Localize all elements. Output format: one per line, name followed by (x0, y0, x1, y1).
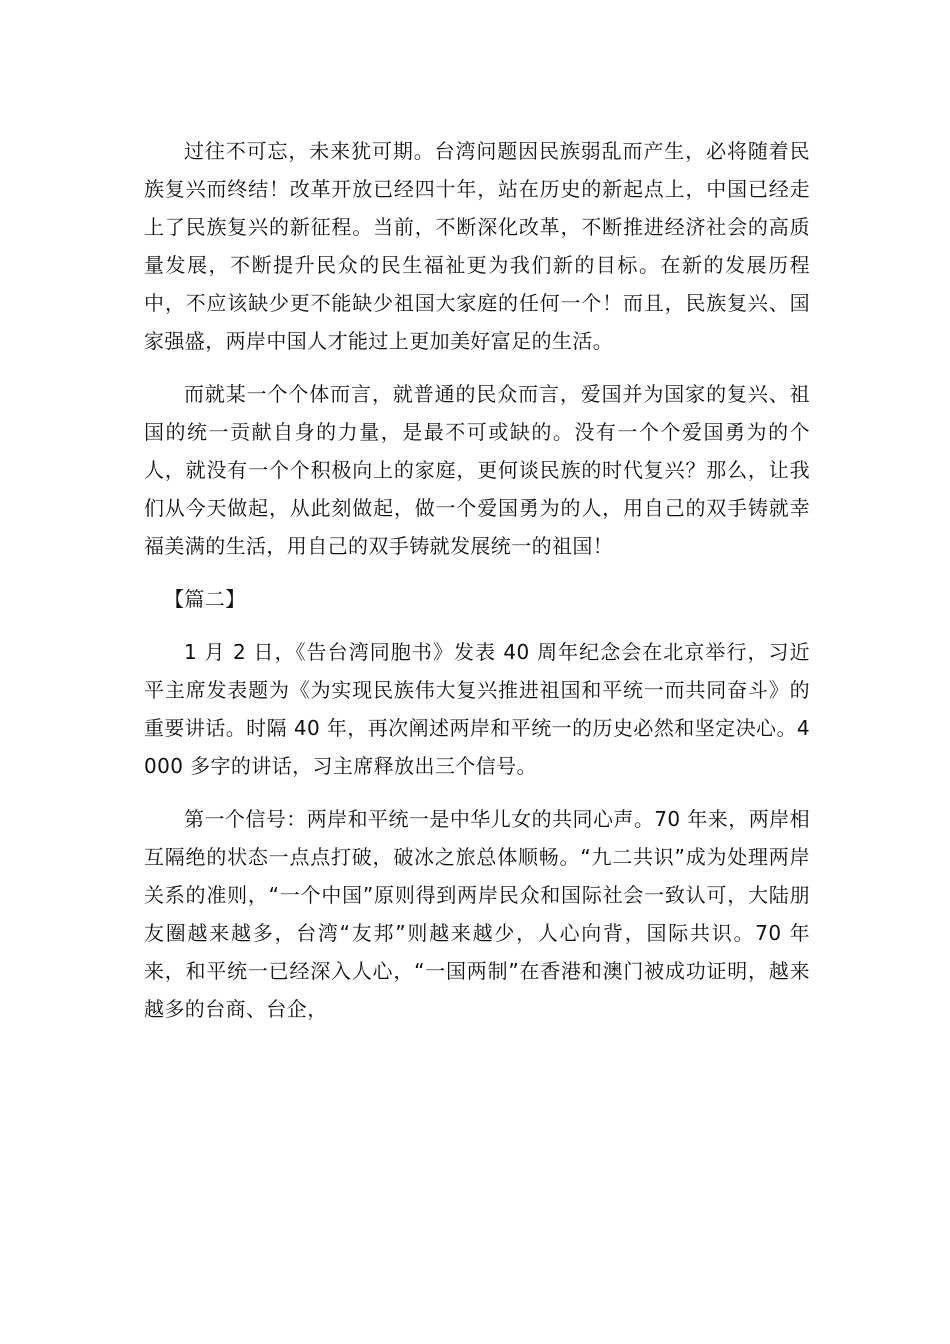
paragraph-2: 而就某一个个体而言，就普通的民众而言，爱国并为国家的复兴、祖国的统一贡献自身的力量，是最不可或缺的。没有一个个爱国勇为的个人，就没有一个个积极向上的家庭，更何谈民族的时代复兴？那么，让我们从今天做起，从此刻做起，做一个爱国勇为的人，用自己的双手铸就幸福美满的生活，用自己的双手铸就发展统一的祖国！ (144, 382, 810, 558)
paragraph-3: 1 月 2 日，《告台湾同胞书》发表 40 周年纪念会在北京举行，习近平主席发表题为《为实现民族伟大复兴推进祖国和平统一而共同奋斗》的重要讲话。时隔 40 年，再次阐述两岸和平统一的历史必然和坚定决心。4000 多字的讲话，习主席释放出三个信号。 (144, 640, 810, 778)
document-body (144, 132, 810, 1028)
paragraph-4: 第一个信号：两岸和平统一是中华儿女的共同心声。70 年来，两岸相互隔绝的状态一点点打破，破冰之旅总体顺畅。“九二共识”成为处理两岸关系的准则，“一个中国”原则得到两岸民众和国际社会一致认可，大陆朋友圈越来越多，台湾“友邦”则越来越少，人心向背，国际共识。70 年来，和平统一已经深入人心，“一国两制”在香港和澳门被成功证明，越来越多的台商、台企， (144, 807, 810, 1021)
section-heading: 【篇二】 (164, 587, 246, 611)
paragraph-1: 过往不可忘，未来犹可期。台湾问题因民族弱乱而产生，必将随着民族复兴而终结！改革开放已经四十年，站在历史的新起点上，中国已经走上了民族复兴的新征程。当前，不断深化改革，不断推进经济社会的高质量发展，不断提升民众的民生福祉更为我们新的目标。在新的发展历程中，不应该缺少更不能缺少祖国大家庭的任何一个！而且，民族复兴、国家强盛，两岸中国人才能过上更加美好富足的生活。 (144, 139, 810, 353)
